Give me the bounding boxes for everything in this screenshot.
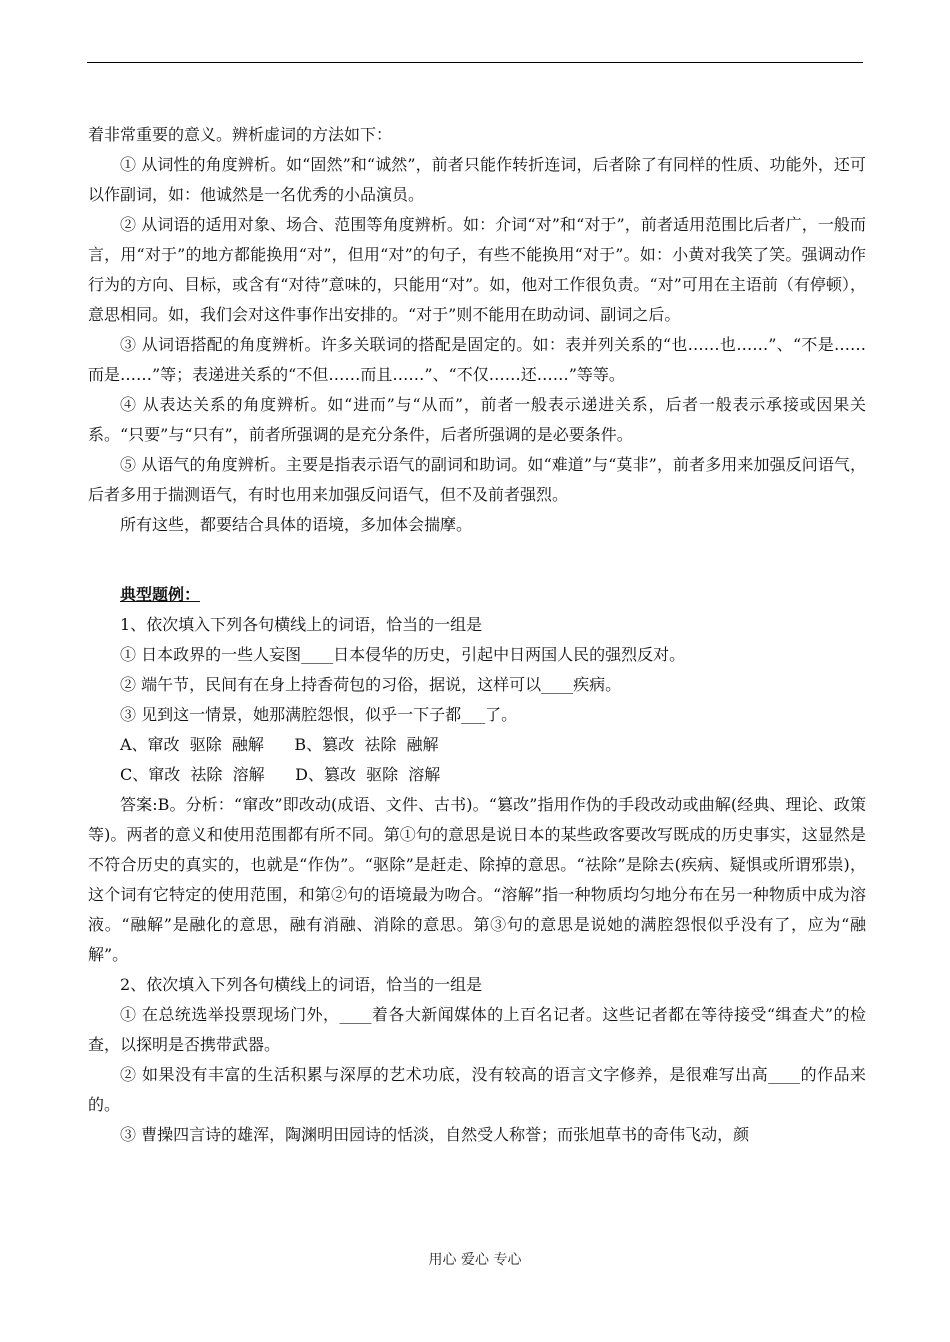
method-4: ④ 从表达关系的角度辨析。如“进而”与“从而”，前者一般表示递进关系，后者一般表示承接或因果关系。“只要”与“只有”，前者所强调的是充分条件，后者所强调的是必要条件。 [88, 395, 866, 444]
question-1-options-cd: C、窜改 祛除 溶解 D、篡改 驱除 溶解 [120, 765, 441, 784]
intro-lead: 着非常重要的意义。辨析虚词的方法如下： [88, 125, 393, 144]
question-1-answer: 答案:B。分析：“窜改”即改动(成语、文件、古书)。“篡改”指用作伪的手段改动或曲解(经典、理论、政策等)。两者的意义和使用范围都有所不同。第①句的意思是说日本的某些政客要改写既成的历史事实，这显然是不符合历史的真实的，也就是“作伪”。“驱除”是赶走、除掉的意思。“祛除”是除去(疾病、疑惧或所谓邪祟)，这个词有它特定的使用范围，和第②句的语境最为吻合。“溶解”指一种物质均匀地分布在另一种物质中成为溶液。“融解”是融化的意思，融有消融、消除的意思。第③句的意思是说她的满腔怨恨似乎没有了，应为“融解”。 [88, 795, 866, 964]
question-1-stem: 1、依次填入下列各句横线上的词语，恰当的一组是 [120, 615, 483, 634]
method-5: ⑤ 从语气的角度辨析。主要是指表示语气的副词和助词。如“难道”与“莫非”，前者多用来加强反问语气，后者多用于揣测语气，有时也用来加强反问语气，但不及前者强烈。 [88, 455, 866, 504]
document-body [88, 120, 866, 1150]
question-2-sentence-2: ② 如果没有丰富的生活积累与深厚的艺术功底，没有较高的语言文字修养，是很难写出高____的作品来的。 [88, 1065, 866, 1114]
question-1-sentence-2: ② 端午节，民间有在身上持香荷包的习俗，据说，这样可以____疾病。 [120, 675, 622, 694]
method-2: ② 从词语的适用对象、场合、范围等角度辨析。如：介词“对”和“对于”，前者适用范围比后者广，一般而言，用“对于”的地方都能换用“对”，但用“对”的句子，有些不能换用“对于”。如：小黄对我笑了笑。强调动作行为的方向、目标，或含有“对待”意味的，只能用“对”。如，他对工作很负责。“对”可用在主语前（有停顿），意思相同。如，我们会对这件事作出安排的。“对于”则不能用在助动词、副词之后。 [88, 215, 866, 324]
method-3: ③ 从词语搭配的角度辨析。许多关联词的搭配是固定的。如：表并列关系的“也……也……”、“不是……而是……”等；表递进关系的“不但……而且……”、“不仅……还……”等等。 [88, 335, 866, 384]
question-1-sentence-3: ③ 见到这一情景，她那满腔怨恨，似乎一下子都___了。 [120, 705, 518, 724]
question-1-sentence-1: ① 日本政界的一些人妄图____日本侵华的历史，引起中日两国人民的强烈反对。 [120, 645, 686, 664]
section-gap [88, 540, 866, 580]
question-2-stem: 2、依次填入下列各句横线上的词语，恰当的一组是 [120, 975, 483, 994]
page-footer: 用心 爱心 专心 [428, 1252, 522, 1268]
question-2-sentence-3: ③ 曹操四言诗的雄浑，陶渊明田园诗的恬淡，自然受人称誉；而张旭草书的奇伟飞动，颜 [120, 1125, 750, 1144]
question-1-options-ab: A、窜改 驱除 融解 B、篡改 祛除 融解 [120, 735, 439, 754]
conclusion: 所有这些，都要结合具体的语境，多加体会揣摩。 [120, 515, 473, 534]
examples-title: 典型题例： [120, 585, 201, 604]
header-rule [87, 62, 863, 63]
method-1: ① 从词性的角度辨析。如“固然”和“诚然”，前者只能作转折连词，后者除了有同样的性质、功能外，还可以作副词，如：他诚然是一名优秀的小品演员。 [88, 155, 866, 204]
question-2-sentence-1: ① 在总统选举投票现场门外，____着各大新闻媒体的上百名记者。这些记者都在等待接受“缉查犬”的检查，以探明是否携带武器。 [88, 1005, 866, 1054]
